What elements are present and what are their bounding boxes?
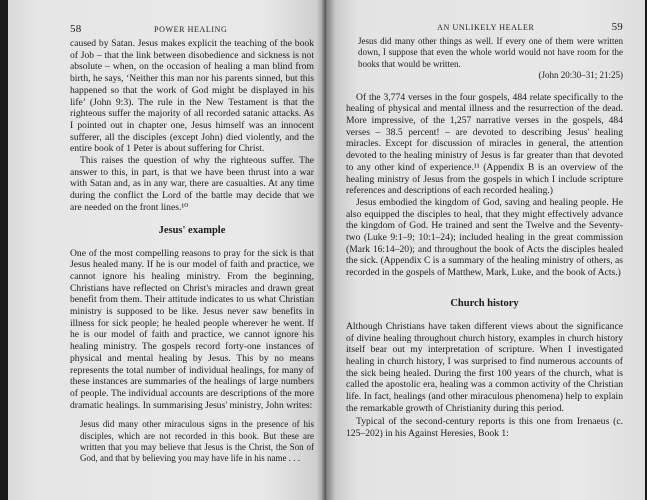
paragraph: One of the most compelling reasons to pray for the sick is that Jesus healed many. If he is our model of faith and practice, we cannot ignore his healing ministry. From the beginning, Christians have reflected on Christ's miracles and drawn great benefit from them. Their attitude indicates to us what Christian ministry is supposed to be like. Jesus never saw benefits in illness for sick people; he healed people wherever he went. If he is our model of faith and practice, we cannot ignore his healing ministry. The gospels record forty-one instances of physical and mental healing by Jesus. This by no means represents the total number of individual healings, for many of these instances are summaries of the healings of large numbers of people. The individual accounts are descriptions of the more dramatic healings. In summarising Jesus' ministry, John writes:	[70, 247, 314, 411]
left-page-header	[70, 24, 314, 38]
page-number: 58	[70, 23, 82, 35]
running-head: AN UNLIKELY HEALER	[437, 23, 535, 32]
section-heading: Jesus' example	[158, 224, 226, 236]
paragraph: Typical of the second-century reports is this one from Irenaeus (c. 125–202) in his Against Heresies, Book 1:	[346, 416, 623, 440]
left-page	[8, 0, 326, 500]
quote-citation: (John 20:30–31; 21:25)	[538, 69, 623, 80]
right-page	[326, 0, 645, 500]
paragraph: This raises the question of why the righteous suffer. The answer to this, in part, is that we have been thrust into a war with Satan and, as in any war, there are casualties. At any time during the conflict the Lord of the battle may decide that we are needed on the front lines.¹⁰	[70, 155, 314, 213]
right-page-header	[346, 22, 623, 36]
paragraph: Jesus embodied the kingdom of God, saving and healing people. He also equipped the disciples to heal, that they might effectively advance the kingdom of God. He trained and sent the Twelve and the Seventy-two (Luke 9:1–9; 10:1–24); included healing in the great commission (Mark 16:14–20); and throughout the book of Acts the disciples healed the sick. (Appendix C is a summary of the healing ministry of others, as recorded in the gospels of Matthew, Mark, Luke, and the book of Acts.)	[346, 196, 623, 279]
section-heading: Church history	[450, 297, 519, 309]
block-quote: Jesus did many other things as well. If every one of them were written down, I suppose that even the whole world would not have room for the books that would be written.	[358, 36, 623, 69]
page-number: 59	[611, 21, 623, 33]
paragraph: caused by Satan. Jesus makes explicit the teaching of the book of Job – that the link between disobedience and sickness is not absolute – when, on the occasion of healing a man blind from birth, he says, ‘Neither this man nor his parents sinned, but this happened so that the work of God might be displayed in his life’ (John 9:3). The rule in the New Testament is that the righteous suffer the majority of all recorded satanic attacks. As I pointed out in chapter one, Jesus himself was an innocent sufferer, all the disciples (except John) died violently, and the entire book of 1 Peter is about suffering for Christ.	[70, 38, 314, 155]
paragraph: Although Christians have taken different views about the significance of divine healing throughout church history, examples in church history itself bear out my interpretation of scripture. When I investigated healing in church history, I was surprised to find numerous accounts of the sick being healed. During the first 100 years of the church, what is called the apostolic era, healing was a common activity of the Christian life. In fact, healings (and other miraculous phenomena) help to explain the remarkable growth of Christianity during this period.	[346, 320, 623, 414]
block-quote: Jesus did many other miraculous signs in the presence of his disciples, which are not recorded in this book. But these are written that you may believe that Jesus is the Christ, the Son of God, and that by believing you may have life in his name . . .	[80, 419, 314, 464]
running-head: POWER HEALING	[154, 25, 228, 34]
paragraph: Of the 3,774 verses in the four gospels, 484 relate specifically to the healing of physical and mental illness and the resurrection of the dead. More impressive, of the 1,257 narrative verses in the gospels, 484 verses – 38.5 percent! – are devoted to describing Jesus' healing miracles. Except for discussion of miracles in general, the attention devoted to the healing ministry of Jesus is far greater than that devoted to any other kind of experience.¹¹ (Appendix B is an overview of the healing ministry of Jesus from the gospels in which I include scripture references and descriptions of each recorded healing.)	[346, 91, 623, 197]
